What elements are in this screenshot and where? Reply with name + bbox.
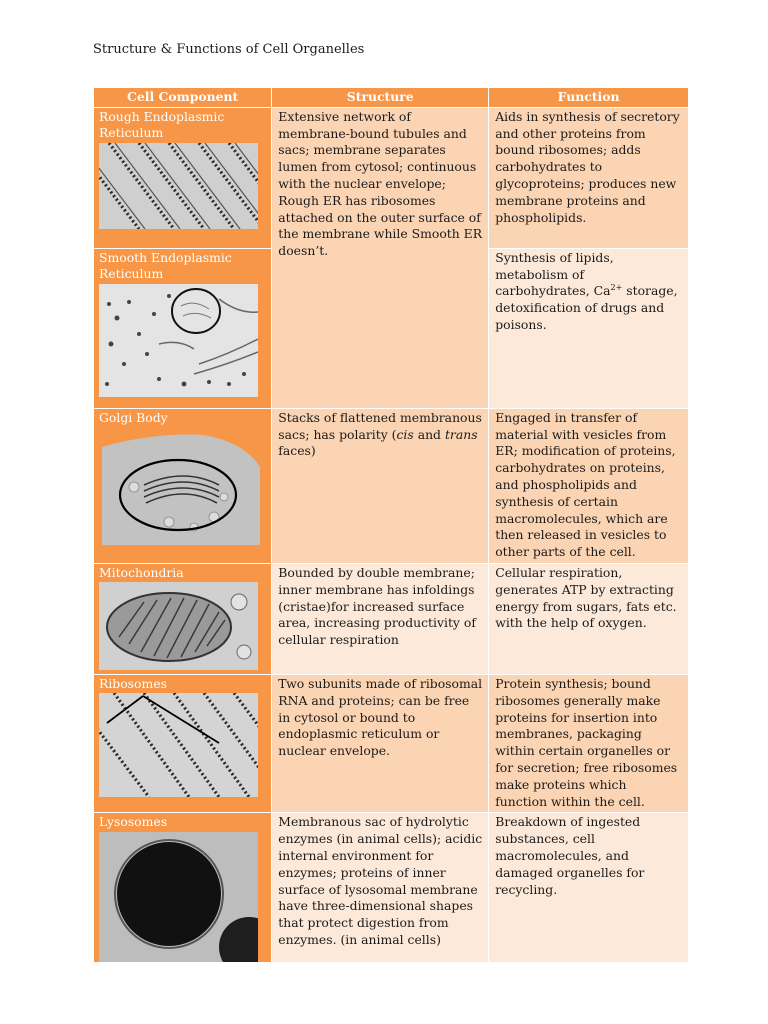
rough-er-micrograph xyxy=(99,143,258,229)
header-cell-component: Cell Component xyxy=(94,88,272,108)
ribosomes-micrograph xyxy=(99,693,258,797)
table-row xyxy=(94,813,689,963)
function-cell-mitochondria: Cellular respiration, generates ATP by extracting energy from sugars, fats etc. with the help of oxygen. xyxy=(489,563,689,674)
cis-label: cis xyxy=(396,426,414,442)
component-name: Ribosomes xyxy=(99,675,167,691)
smooth-er-micrograph xyxy=(99,284,258,397)
table-row xyxy=(94,563,689,674)
component-cell-rough-er xyxy=(94,107,272,248)
component-cell-smooth-er xyxy=(94,248,272,408)
function-cell-golgi: Engaged in transfer of material with vesicles from ER; modification of proteins, carbohydrates on proteins, and phospholipids and synthesis of certain macromolecules, which are then released in vesicles to other parts of the cell. xyxy=(489,408,689,563)
function-text: storage, detoxification of drugs and poisons. xyxy=(495,283,678,332)
component-name: Rough Endoplasmic Reticulum xyxy=(99,108,225,141)
header-function: Function xyxy=(489,88,689,108)
golgi-micrograph xyxy=(94,427,262,555)
table-row xyxy=(94,408,689,563)
table-row xyxy=(94,107,689,248)
function-text: Synthesis of lipids, metabolism of carbohydrates, Ca xyxy=(495,249,614,299)
trans-label: trans xyxy=(444,426,478,442)
header-structure: Structure xyxy=(272,88,489,108)
component-cell-golgi xyxy=(94,408,272,563)
superscript: 2+ xyxy=(610,283,623,293)
mitochondria-micrograph xyxy=(99,582,258,670)
component-cell-mitochondria xyxy=(94,563,272,674)
table-header-row xyxy=(94,88,689,108)
component-cell-ribosomes xyxy=(94,674,272,812)
function-cell-smooth-er xyxy=(489,248,689,408)
function-cell-rough-er: Aids in synthesis of secretory and other proteins from bound ribosomes; adds carbohydrates to glycoproteins; produces new membrane proteins and phospholipids. xyxy=(489,107,689,248)
structure-cell-golgi xyxy=(272,408,489,563)
component-name: Smooth Endoplasmic Reticulum xyxy=(99,249,232,282)
structure-cell-lysosomes: Membranous sac of hydrolytic enzymes (in animal cells); acidic internal environment for enzymes; proteins of inner surface of lysosomal membrane have three-dimensional shapes that protect digestion from enzymes. (in animal cells) xyxy=(272,813,489,963)
page-title: Structure & Functions of Cell Organelles xyxy=(93,42,365,57)
component-name: Lysosomes xyxy=(99,814,168,830)
structure-text: faces) xyxy=(278,443,316,459)
component-cell-lysosomes xyxy=(94,813,272,963)
structure-cell-er: Extensive network of membrane-bound tubules and sacs; membrane separates lumen from cytosol; continuous with the nuclear envelope; Rough ER has ribosomes attached on the outer surface of the membrane while Smooth ER doesn’t. xyxy=(272,107,489,408)
component-name: Golgi Body xyxy=(99,409,168,425)
structure-text: and xyxy=(413,426,445,442)
structure-cell-ribosomes: Two subunits made of ribosomal RNA and proteins; can be free in cytosol or bound to endoplasmic reticulum or nuclear envelope. xyxy=(272,674,489,812)
function-cell-ribosomes: Protein synthesis; bound ribosomes generally make proteins for insertion into membranes, packaging within certain organelles or for secretion; free ribosomes make proteins which function within the cell. xyxy=(489,674,689,812)
component-name: Mitochondria xyxy=(99,564,184,580)
table-row xyxy=(94,674,689,812)
function-cell-lysosomes: Breakdown of ingested substances, cell macromolecules, and damaged organelles for recycling. xyxy=(489,813,689,963)
lysosomes-micrograph xyxy=(99,832,258,962)
structure-text: Stacks of flattened membranous sacs; has polarity ( xyxy=(278,409,482,442)
organelle-table xyxy=(93,87,689,963)
structure-cell-mitochondria: Bounded by double membrane; inner membrane has infoldings (cristae)for increased surface area, increasing productivity of cellular respiration xyxy=(272,563,489,674)
